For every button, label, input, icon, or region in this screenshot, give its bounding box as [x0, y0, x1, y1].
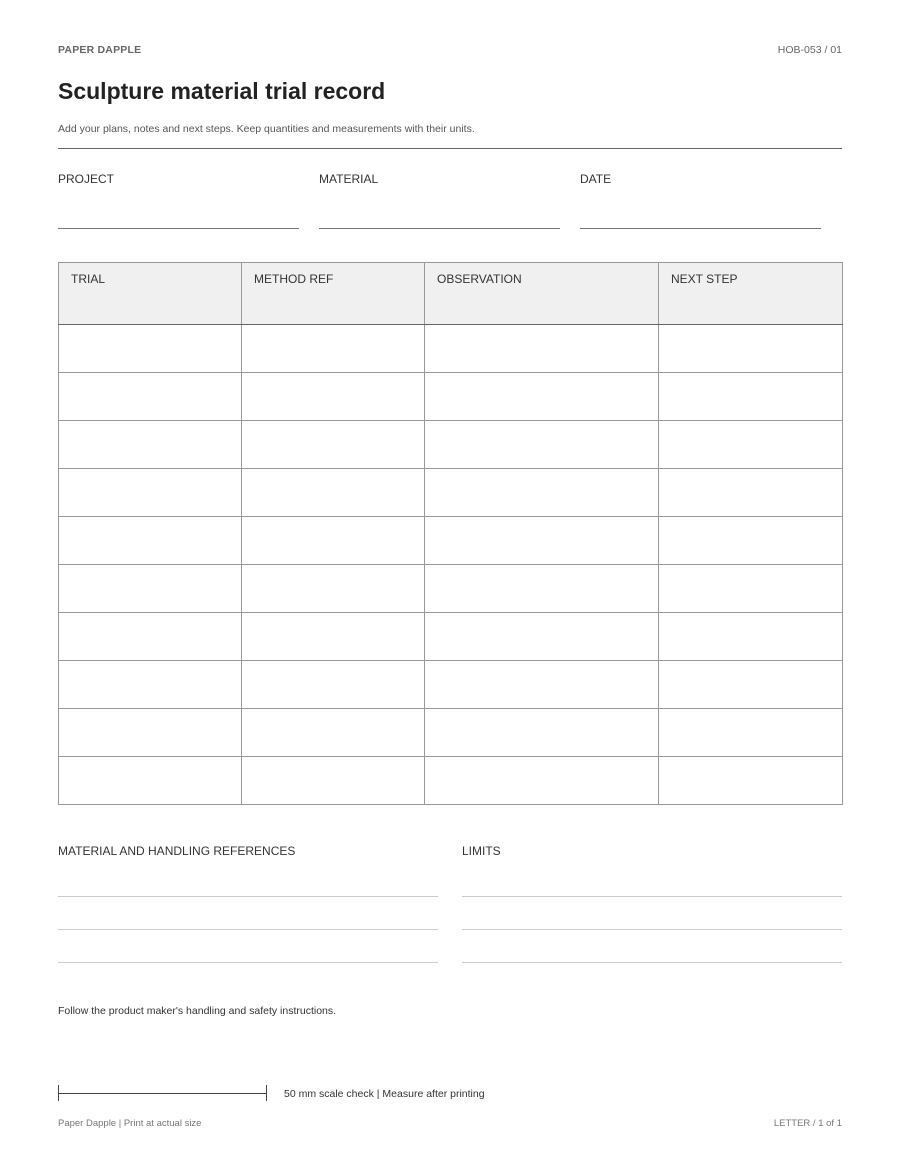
scale-tick-end — [266, 1085, 267, 1101]
table-cell[interactable] — [242, 661, 425, 709]
material-references-line[interactable] — [58, 896, 438, 897]
table-row — [59, 373, 843, 421]
brand-name: PAPER DAPPLE — [58, 44, 142, 56]
table-row — [59, 709, 843, 757]
table-cell[interactable] — [425, 661, 659, 709]
table-cell[interactable] — [425, 565, 659, 613]
page-title: Sculpture material trial record — [58, 78, 386, 104]
project-entry-line[interactable] — [58, 228, 299, 229]
table-cell[interactable] — [59, 661, 242, 709]
limits-line[interactable] — [462, 962, 842, 963]
column-header-observation: OBSERVATION — [425, 263, 659, 325]
table-cell[interactable] — [659, 613, 843, 661]
table-header-row — [59, 263, 843, 325]
material-field[interactable] — [319, 172, 560, 186]
worksheet-page — [58, 0, 842, 1165]
table-cell[interactable] — [425, 613, 659, 661]
table-cell[interactable] — [59, 613, 242, 661]
table-cell[interactable] — [659, 709, 843, 757]
table-row — [59, 325, 843, 373]
limits-line[interactable] — [462, 896, 842, 897]
table-cell[interactable] — [425, 373, 659, 421]
limits-section — [462, 844, 842, 858]
document-id: HOB-053 / 01 — [777, 44, 842, 56]
table-cell[interactable] — [59, 373, 242, 421]
table-row — [59, 421, 843, 469]
table-row — [59, 469, 843, 517]
table-cell[interactable] — [59, 421, 242, 469]
date-label: DATE — [580, 172, 612, 186]
project-field[interactable] — [58, 172, 299, 186]
table-cell[interactable] — [659, 373, 843, 421]
table-cell[interactable] — [425, 421, 659, 469]
table-cell[interactable] — [659, 661, 843, 709]
table-cell[interactable] — [659, 517, 843, 565]
table-cell[interactable] — [242, 613, 425, 661]
table-cell[interactable] — [659, 469, 843, 517]
material-references-section — [58, 844, 438, 858]
material-references-label: MATERIAL AND HANDLING REFERENCES — [58, 844, 296, 858]
table-cell[interactable] — [425, 757, 659, 805]
table-cell[interactable] — [659, 421, 843, 469]
table-cell[interactable] — [425, 325, 659, 373]
table-row — [59, 661, 843, 709]
column-header-next-step: NEXT STEP — [659, 263, 843, 325]
date-field[interactable] — [580, 172, 821, 186]
column-header-method-ref: METHOD REF — [242, 263, 425, 325]
scale-line — [58, 1093, 267, 1094]
footer-page-info: LETTER / 1 of 1 — [773, 1118, 842, 1129]
table-cell[interactable] — [59, 709, 242, 757]
table-cell[interactable] — [425, 469, 659, 517]
safety-note: Follow the product maker's handling and safety instructions. — [58, 1005, 337, 1017]
footer-left-text: Paper Dapple | Print at actual size — [58, 1118, 202, 1129]
table-cell[interactable] — [242, 469, 425, 517]
table-cell[interactable] — [659, 565, 843, 613]
material-entry-line[interactable] — [319, 228, 560, 229]
table-cell[interactable] — [242, 517, 425, 565]
table-cell[interactable] — [59, 565, 242, 613]
trial-table — [58, 262, 843, 805]
table-cell[interactable] — [242, 325, 425, 373]
date-entry-line[interactable] — [580, 228, 821, 229]
scale-check-bar — [58, 1085, 267, 1101]
header-divider — [58, 148, 842, 149]
table-row — [59, 613, 843, 661]
table-cell[interactable] — [242, 373, 425, 421]
table-cell[interactable] — [59, 469, 242, 517]
table-row — [59, 565, 843, 613]
table-cell[interactable] — [242, 421, 425, 469]
material-references-line[interactable] — [58, 929, 438, 930]
limits-label: LIMITS — [462, 844, 501, 858]
table-cell[interactable] — [659, 757, 843, 805]
limits-line[interactable] — [462, 929, 842, 930]
material-label: MATERIAL — [319, 172, 379, 186]
table-cell[interactable] — [425, 517, 659, 565]
table-row — [59, 757, 843, 805]
table-cell[interactable] — [59, 517, 242, 565]
table-cell[interactable] — [59, 325, 242, 373]
table-cell[interactable] — [242, 709, 425, 757]
table-cell[interactable] — [242, 757, 425, 805]
scale-check-text: 50 mm scale check | Measure after printing — [284, 1088, 485, 1100]
page-subtitle: Add your plans, notes and next steps. Keep quantities and measurements with their units. — [58, 123, 475, 135]
table-cell[interactable] — [425, 709, 659, 757]
project-label: PROJECT — [58, 172, 115, 186]
column-header-trial: TRIAL — [59, 263, 242, 325]
table-cell[interactable] — [59, 757, 242, 805]
table-cell[interactable] — [659, 325, 843, 373]
material-references-line[interactable] — [58, 962, 438, 963]
table-cell[interactable] — [242, 565, 425, 613]
table-row — [59, 517, 843, 565]
